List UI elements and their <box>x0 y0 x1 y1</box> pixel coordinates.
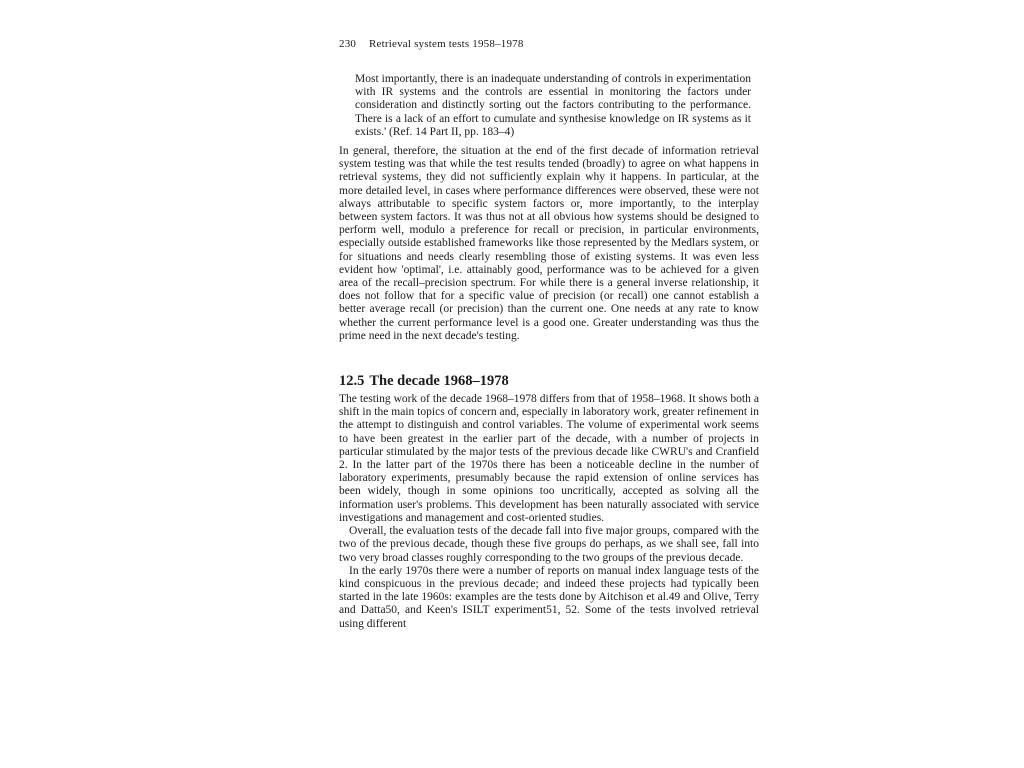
section-number: 12.5 <box>339 373 365 390</box>
paragraph: The testing work of the decade 1968–1978 differs from that of 1958–1968. It shows both a shift in the main topics of concern and, especially in laboratory work, greater refinement in the attempt to distinguish and control variables. The volume of experimental work seems to have been greatest in the earlier part of the decade, with a number of projects in particular stimulated by the major tests of the previous decade like CWRU's and Cranfield 2. In the latter part of the 1970s there has been a noticeable decline in the number of laboratory experiments, presumably because the rapid extension of online services has been widely, though in some opinions too uncritically, accepted as solving all the information user's problems. This development has been naturally associated with service investigations and management and cost-oriented studies. <box>339 393 759 524</box>
paragraph: Overall, the evaluation tests of the decade fall into five major groups, compared with the two of the previous decade, though these five groups do perhaps, as we shall see, fall into two very broad classes roughly corresponding to the two groups of the previous decade. <box>339 525 759 564</box>
paragraph: In the early 1970s there were a number of reports on manual index language tests of the kind conspicuous in the previous decade; and indeed these projects had typically been started in the late 1960s: examples are the tests done by Aitchison et al.49 and Olive, Terry and Datta50, and Keen's ISILT experiment51, 52. Some of the tests involved retrieval using different <box>339 564 759 630</box>
section-title: The decade 1968–1978 <box>369 373 509 390</box>
section-12-5 <box>339 373 759 631</box>
page-number: 230 <box>339 38 357 50</box>
block-quote: Most importantly, there is an inadequate understanding of controls in experimentation with IR systems and the controls are essential in monitoring the factors under consideration and distinctly sorting out the factors contributing to the performance. There is a lack of an effort to cumulate and synthesise knowledge on IR systems as it exists.' (Ref. 14 Part II, pp. 183–4) <box>355 73 751 138</box>
paragraph: In general, therefore, the situation at the end of the first decade of information retrieval system testing was that while the test results tended (broadly) to agree on what happens in retrieval systems, they did not sufficiently explain why it happens. In particular, at the more detailed level, in cases where performance differences were observed, these were not always attributable to specific system factors or, more importantly, to the interplay between system factors. It was thus not at all obvious how systems should be designed to perform well, modulo a preference for recall or precision, in particular environments, especially outside established frameworks like those represented by the Medlars system, or for situations and needs clearly resembling those of existing systems. It was even less evident how 'optimal', i.e. attainably good, performance was to be achieved for a given area of the recall–precision spectrum. For while there is a general inverse relationship, it does not follow that for a specific value of precision (or recall) one cannot establish a better average recall (or precision) than the current one. One needs at any rate to know whether the current performance level is a good one. Greater understanding was thus the prime need in the next decade's testing. <box>339 145 759 342</box>
body-text <box>339 145 759 343</box>
section-heading <box>339 373 759 390</box>
book-page <box>339 37 759 762</box>
section-body <box>339 393 759 631</box>
running-head-title: Retrieval system tests 1958–1978 <box>369 38 524 50</box>
running-head <box>339 37 759 51</box>
